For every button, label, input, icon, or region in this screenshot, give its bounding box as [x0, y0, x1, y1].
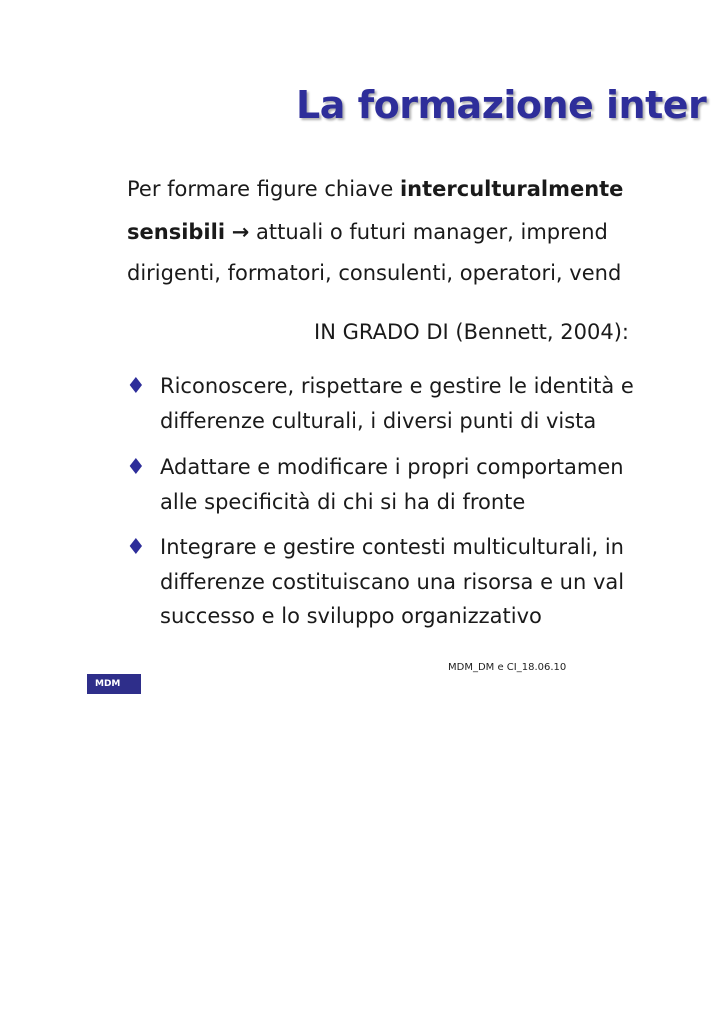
intro-line-2-bold: sensibili [127, 220, 226, 244]
diamond-bullet-icon: ♦ [126, 455, 146, 480]
bullet-1-line-2: differenze culturali, i diversi punti di vista [160, 409, 597, 433]
intro-line-3: dirigenti, formatori, consulenti, operatori, vend [127, 261, 622, 285]
diamond-bullet-icon: ♦ [126, 374, 146, 399]
bullet-3-line-2: differenze costituiscano una risorsa e un val [160, 570, 625, 594]
intro-line-1-bold: interculturalmente [399, 177, 624, 201]
intro-line-2-text: attuali o futuri manager, imprend [249, 220, 608, 244]
bullet-1-line-1: Riconoscere, rispettare e gestire le identità e [160, 374, 634, 398]
bullet-2-line-2: alle specificità di chi si ha di fronte [160, 490, 526, 514]
diamond-bullet-icon: ♦ [126, 535, 146, 560]
mdm-logo [87, 674, 141, 694]
intro-line-2 [127, 222, 608, 243]
intro-line-1 [127, 179, 623, 200]
subheading: IN GRADO DI (Bennett, 2004): [314, 320, 629, 344]
bullet-2-line-1: Adattare e modificare i propri comportamen [160, 455, 624, 479]
bullet-3-line-1: Integrare e gestire contesti multiculturali, in [160, 535, 624, 559]
footer-label: MDM_DM e CI_18.06.10 [448, 662, 567, 673]
logo-text: MDM [95, 679, 121, 689]
arrow-right-icon: → [231, 220, 250, 244]
bullet-3-line-3: successo e lo sviluppo organizzativo [160, 604, 542, 628]
intro-line-1-text: Per formare figure chiave [127, 177, 400, 201]
slide-title: La formazione inter [296, 83, 707, 127]
